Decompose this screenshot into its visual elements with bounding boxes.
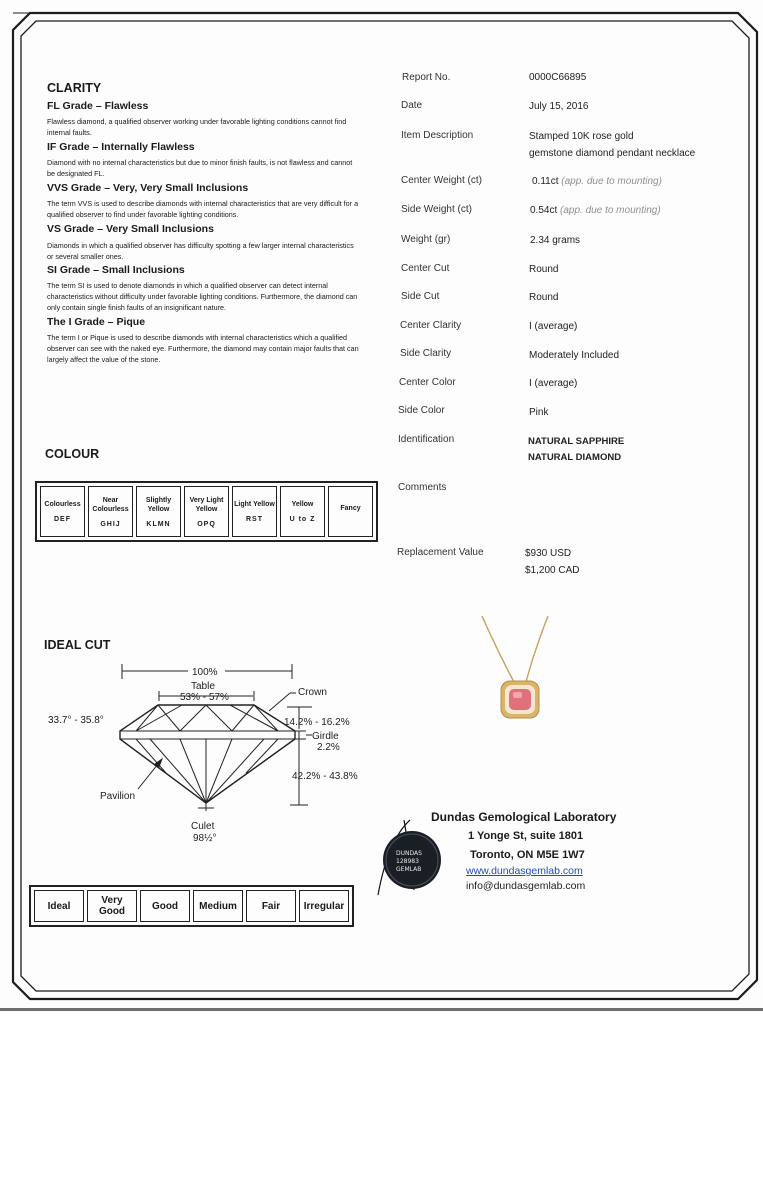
cut-grade-cell: Good bbox=[140, 890, 190, 922]
side-clarity-label: Side Clarity bbox=[400, 348, 452, 359]
lab-website-link[interactable]: www.dundasgemlab.com bbox=[466, 865, 583, 877]
center-weight-value: 0.11ct bbox=[532, 176, 559, 187]
center-cut-value: Round bbox=[529, 264, 559, 275]
grade-vs-text: Diamonds in which a qualified observer has difficulty spotting a few larger internal characteristics or several smaller ones. bbox=[47, 241, 354, 261]
colour-cell bbox=[232, 486, 277, 537]
date-value: July 15, 2016 bbox=[529, 101, 589, 112]
lab-email: info@dundasgemlab.com bbox=[466, 880, 586, 892]
center-clarity-value: I (average) bbox=[529, 321, 578, 332]
colour-cell-name: Colourless bbox=[44, 501, 81, 508]
culet-angle-label: 98½° bbox=[193, 833, 217, 844]
colour-cell bbox=[184, 486, 229, 537]
grade-i-text: The term I or Pique is used to describe diamonds with internal characteristics which a qualified observer can see with the naked eye. Furthermore, the diamond may contain major faults that can largely affect the value of the stone. bbox=[47, 333, 359, 364]
cut-grade-cell: Fair bbox=[246, 890, 296, 922]
identification-label: Identification bbox=[398, 434, 455, 445]
clarity-heading: CLARITY bbox=[47, 81, 102, 95]
cut-grade-table bbox=[29, 885, 354, 927]
lab-name: Dundas Gemological Laboratory bbox=[431, 810, 617, 824]
lab-address-2: Toronto, ON M5E 1W7 bbox=[470, 849, 585, 861]
center-color-value: I (average) bbox=[529, 378, 578, 389]
grade-i-title: The I Grade – Pique bbox=[47, 316, 146, 328]
crown-height-label: 14.2% - 16.2% bbox=[284, 717, 350, 728]
grade-fl-title: FL Grade – Flawless bbox=[47, 100, 149, 112]
item-description-value-2: gemstone diamond pendant necklace bbox=[529, 148, 696, 159]
table-range-label: 53% - 57% bbox=[180, 692, 229, 703]
pavilion-label: Pavilion bbox=[100, 791, 136, 802]
side-weight-note: (app. due to mounting) bbox=[560, 205, 661, 216]
center-clarity-label: Center Clarity bbox=[400, 320, 462, 331]
crown-angle-label: 33.7° - 35.8° bbox=[48, 715, 104, 726]
weight-value: 2.34 grams bbox=[530, 235, 581, 246]
diamond-proportions-diagram bbox=[40, 655, 370, 845]
colour-cell-name: Yellow bbox=[291, 501, 314, 508]
colour-cell-name: Light Yellow bbox=[234, 501, 275, 508]
colour-cell-name: Slightly Yellow bbox=[145, 496, 172, 513]
seal-text-2: GEMLAB bbox=[396, 866, 422, 873]
grade-if-text: Diamond with no internal characteristics but due to minor finish faults, is not flawless and cannot be designated FL. bbox=[47, 158, 353, 178]
colour-cell bbox=[280, 486, 325, 537]
side-weight-value: 0.54ct bbox=[530, 205, 558, 216]
side-cut-value: Round bbox=[529, 292, 559, 303]
side-color-value: Pink bbox=[529, 407, 549, 418]
necklace-photo bbox=[470, 612, 570, 727]
weight-label: Weight (gr) bbox=[401, 234, 451, 245]
table-label: Table bbox=[191, 681, 215, 692]
ideal-cut-heading: IDEAL CUT bbox=[44, 638, 111, 652]
identification-value-2: NATURAL DIAMOND bbox=[528, 452, 622, 463]
grade-vs-title: VS Grade – Very Small Inclusions bbox=[47, 223, 214, 235]
width-100-label: 100% bbox=[192, 667, 218, 678]
colour-cell-name: Very Light Yellow bbox=[189, 496, 224, 513]
seal-number: 128983 bbox=[396, 858, 419, 865]
comments-label: Comments bbox=[398, 482, 447, 493]
seal-text: DUNDAS bbox=[396, 850, 422, 857]
colour-cell-grades: U to Z bbox=[289, 516, 316, 523]
grade-vvs-title: VVS Grade – Very, Very Small Inclusions bbox=[47, 182, 249, 194]
center-weight-note: (app. due to mounting) bbox=[561, 176, 662, 187]
item-description-label: Item Description bbox=[401, 130, 474, 141]
colour-cell-grades: DEF bbox=[54, 516, 71, 523]
crown-label: Crown bbox=[298, 687, 327, 698]
grade-if-title: IF Grade – Internally Flawless bbox=[47, 141, 195, 153]
grade-fl-text: Flawless diamond, a qualified observer working under favorable lighting conditions cannot find internal faults. bbox=[47, 117, 347, 137]
center-cut-label: Center Cut bbox=[401, 263, 450, 274]
colour-heading: COLOUR bbox=[45, 447, 100, 461]
cut-grade-cell: Irregular bbox=[299, 890, 349, 922]
side-color-label: Side Color bbox=[398, 405, 445, 416]
colour-cell-grades: KLMN bbox=[146, 520, 171, 528]
colour-cell bbox=[88, 486, 133, 537]
pavilion-depth-label: 42.2% - 43.8% bbox=[292, 771, 358, 782]
girdle-label: Girdle bbox=[312, 731, 339, 742]
report-no-label: Report No. bbox=[402, 72, 451, 83]
colour-cell-name: Fancy bbox=[340, 504, 361, 512]
grade-si-title: SI Grade – Small Inclusions bbox=[47, 264, 185, 276]
lab-address-1: 1 Yonge St, suite 1801 bbox=[468, 830, 584, 842]
grade-vvs-text: The term VVS is used to describe diamonds with internal characteristics that are very difficult for a qualified observer to find under favorable lighting conditions. bbox=[47, 199, 359, 219]
report-no-value: 0000C66895 bbox=[529, 72, 587, 83]
side-weight-row bbox=[530, 205, 661, 216]
cut-grade-cell: Ideal bbox=[34, 890, 84, 922]
cut-grade-cell: Medium bbox=[193, 890, 243, 922]
side-weight-label: Side Weight (ct) bbox=[401, 204, 472, 215]
center-color-label: Center Color bbox=[399, 377, 456, 388]
grade-si-text: The term SI is used to denote diamonds in which a qualified observer can detect internal characteristics without difficulty under favorable lighting conditions. Furthermore, the diamond can only contain single finish faults of an insignificant nature. bbox=[47, 281, 358, 312]
date-label: Date bbox=[401, 100, 423, 111]
colour-cell bbox=[136, 486, 181, 537]
colour-cell bbox=[40, 486, 85, 537]
side-clarity-value: Moderately Included bbox=[529, 350, 620, 361]
center-weight-row bbox=[532, 176, 662, 187]
cut-grade-cell: Very Good bbox=[87, 890, 137, 922]
colour-cell-name: Near Colourless bbox=[92, 496, 129, 513]
replacement-value-cad: $1,200 CAD bbox=[525, 565, 580, 576]
side-cut-label: Side Cut bbox=[401, 291, 440, 302]
colour-cell-grades: GHIJ bbox=[100, 520, 121, 528]
replacement-value-usd: $930 USD bbox=[525, 548, 572, 559]
colour-scale-table bbox=[35, 481, 378, 542]
center-weight-label: Center Weight (ct) bbox=[401, 175, 482, 186]
girdle-value-label: 2.2% bbox=[317, 742, 340, 753]
culet-label: Culet bbox=[191, 821, 215, 832]
replacement-value-label: Replacement Value bbox=[397, 547, 484, 558]
identification-value: NATURAL SAPPHIRE bbox=[528, 436, 625, 447]
colour-cell bbox=[328, 486, 373, 537]
item-description-value: Stamped 10K rose gold bbox=[529, 131, 634, 142]
colour-cell-grades: RST bbox=[246, 516, 263, 523]
colour-cell-grades: OPQ bbox=[197, 520, 216, 528]
